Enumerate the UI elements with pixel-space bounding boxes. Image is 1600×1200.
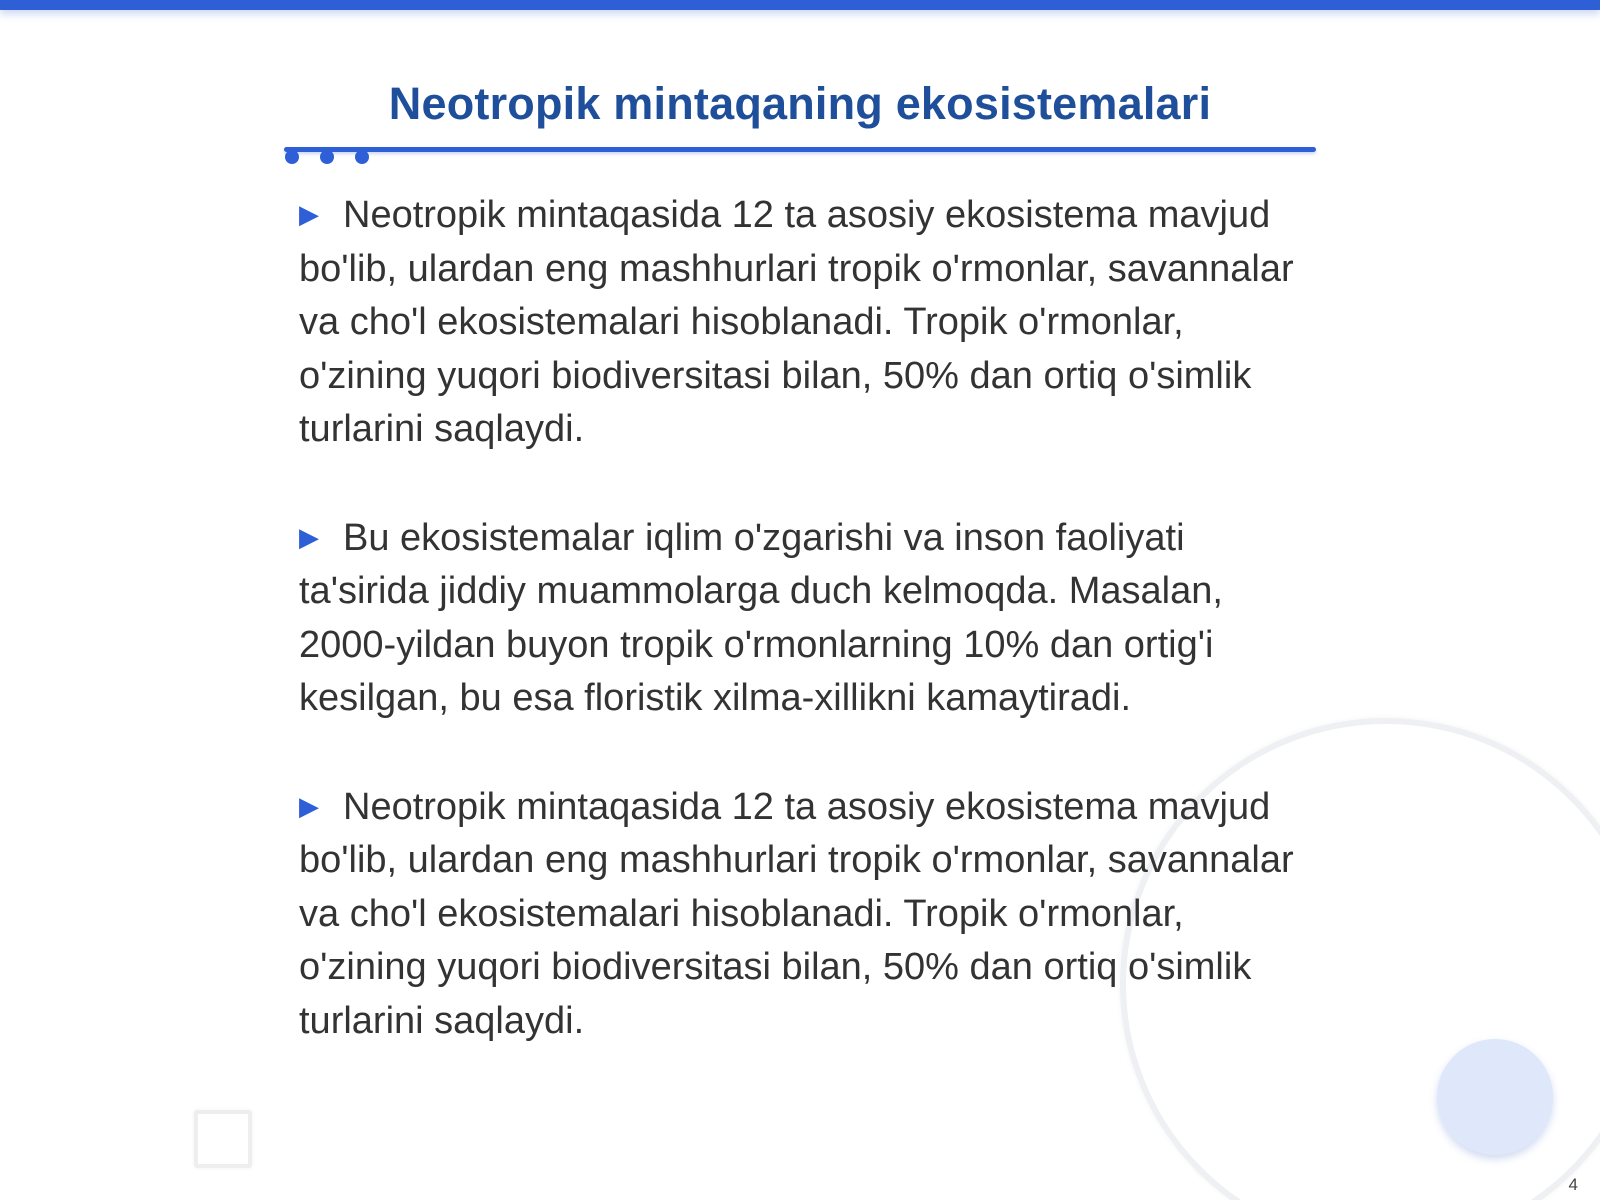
bullet-list: [299, 188, 1314, 1102]
bullet-paragraph: [299, 188, 1314, 457]
bullet-paragraph: [299, 511, 1314, 726]
underline-dot-icon: [355, 150, 369, 164]
underline-dot-icon: [285, 150, 299, 164]
top-accent-bar: [0, 0, 1600, 10]
title-underline: [284, 147, 1316, 152]
square-decoration: [194, 1110, 252, 1168]
circle-decoration: [1437, 1039, 1553, 1155]
bullet-text: Neotropik mintaqasida 12 ta asosiy ekosistema mavjud bo'lib, ulardan eng mashhurlari tropik o'rmonlar, savannalar va cho'l ekosistemalari hisoblanadi. Tropik o'rmonlar, o'zining yuqori biodiversitasi bilan, 50% dan ortiq o'simlik turlarini saqlaydi.: [299, 194, 1294, 450]
triangle-right-icon: ▶: [299, 790, 319, 821]
bullet-paragraph: [299, 780, 1314, 1049]
bullet-text: Neotropik mintaqasida 12 ta asosiy ekosistema mavjud bo'lib, ulardan eng mashhurlari tropik o'rmonlar, savannalar va cho'l ekosistemalari hisoblanadi. Tropik o'rmonlar, o'zining yuqori biodiversitasi bilan, 50% dan ortiq o'simlik turlarini saqlaydi.: [299, 785, 1294, 1042]
triangle-right-icon: ▶: [299, 199, 319, 229]
triangle-right-icon: ▶: [299, 521, 319, 552]
page-number: 4: [1568, 1175, 1578, 1194]
bullet-text: Bu ekosistemalar iqlim o'zgarishi va inson faoliyati ta'sirida jiddiy muammolarga duch kelmoqda. Masalan, 2000-yildan buyon tropik o'rmonlarning 10% dan ortig'i kesilgan, bu esa floristik xilma-xillikni kamaytiradi.: [299, 516, 1223, 719]
underline-dot-icon: [320, 150, 334, 164]
slide-title: Neotropik mintaqaning ekosistemalari: [388, 78, 1212, 129]
